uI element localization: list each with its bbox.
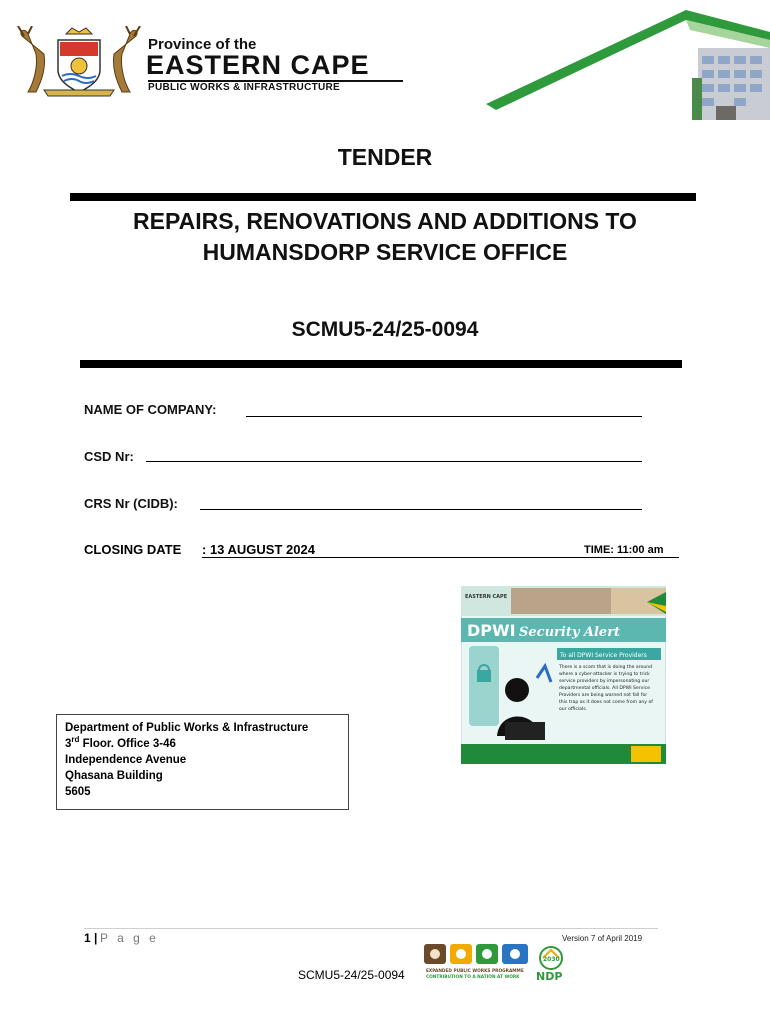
crs-number-field[interactable] [200,509,642,510]
security-alert-poster [461,586,666,764]
left-antelope-icon [18,26,45,92]
project-title [0,206,770,268]
closing-date-label: CLOSING DATE [84,542,182,557]
ndp-label: NDP [536,970,563,982]
poster-org-name: EASTERN CAPE [465,594,508,600]
coat-of-arms-logo [14,26,144,98]
address-line-2 [65,736,340,752]
org-province-line: Province of the [148,36,257,53]
ndp-year: 2030 [543,956,560,963]
address-box [56,714,349,810]
closing-date-underline [202,557,679,558]
poster-body-line: Providers are being warned not fall for [559,693,648,698]
epwp-title: EXPANDED PUBLIC WORKS PROGRAMME [426,969,524,974]
title-divider-bottom [80,360,682,368]
project-title-line-1: REPAIRS, RENOVATIONS AND ADDITIONS TO [133,208,637,234]
epwp-tagline: CONTRIBUTION TO A NATION AT WORK [426,975,520,980]
closing-time: TIME: 11:00 am [584,544,664,556]
org-department: PUBLIC WORKS & INFRASTRUCTURE [148,82,341,93]
document-heading: TENDER [337,144,433,170]
poster-body-line: where a cyber-attacker is trying to trick [559,672,650,677]
address-line-5: 5605 [65,786,91,798]
csd-number-field[interactable] [146,461,642,462]
poster-title-alert: Security Alert [519,625,621,640]
crs-number-label: CRS Nr (CIDB): [84,496,178,511]
closing-date-value: : 13 AUGUST 2024 [202,542,315,557]
floor-office: Floor. Office 3-46 [79,738,176,750]
office-building-icon [692,48,770,120]
ndp-2030-logo [532,944,570,982]
poster-body-line: departmental officials. All DPWI Service [559,686,650,691]
poster-body [558,664,653,712]
roof-building-graphic [486,8,770,120]
poster-body-line: service providers by impersonating our [559,679,650,684]
title-divider-top [70,193,696,201]
shield-icon [58,40,100,92]
project-title-line-2: HUMANSDORP SERVICE OFFICE [202,239,568,265]
address-line-4: Qhasana Building [65,770,163,782]
poster-body-line: this trap as it does not come from any of [559,700,653,705]
poster-subtitle: To all DPWI Service Providers [560,652,647,659]
floor-number: 3 [65,738,72,750]
floor-suffix: rd [71,735,80,745]
footer-divider [84,928,658,929]
poster-body-line: our officials. [559,707,588,712]
poster-title-dpwi: DPWI [467,621,516,640]
footer-reference: SCMU5-24/25-0094 [298,968,405,982]
address-line-1: Department of Public Works & Infrastructure [65,722,309,734]
csd-number-label: CSD Nr: [84,449,134,464]
page-number: 1 | [84,931,98,945]
right-antelope-icon [113,26,140,92]
company-name-field[interactable] [246,416,642,417]
tender-reference: SCMU5-24/25-0094 [291,318,479,341]
org-name: EASTERN CAPE [146,50,370,80]
company-name-label: NAME OF COMPANY: [84,402,217,417]
page-word: P a g e [100,931,159,945]
address-line-3: Independence Avenue [65,754,187,766]
version-note: Version 7 of April 2019 [562,934,643,943]
epwp-logo [424,944,530,982]
poster-body-line: There is a scam that is doing the around [559,665,653,670]
